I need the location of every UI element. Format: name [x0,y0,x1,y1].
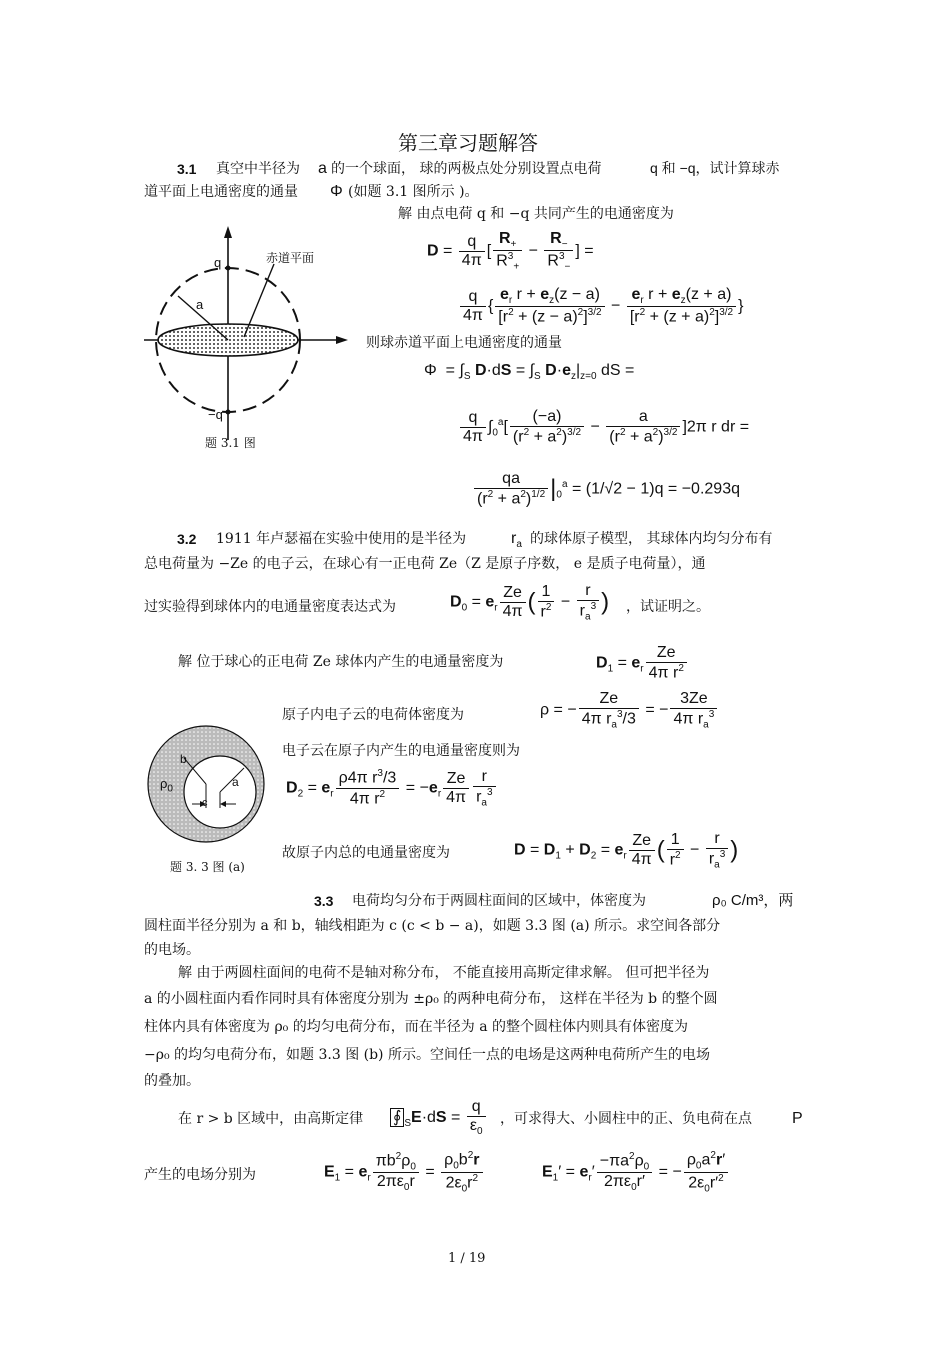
solution-line: 解 由于两圆柱面间的电荷不是轴对称分布， 不能直接用高斯定律求解。 但可把半径为 [178,965,710,981]
text-line: 总电荷量为 −Ze 的电子云，在球心有一正电荷 Ze（Z 是原子序数， e 是质子电荷量），通 [144,556,706,572]
label-rho0: $\rho_0$ [160,776,173,795]
equation-rho: ρ = − $\frac{Ze}{4\pi r_a^3/3}$ = − $\frac{3Ze}{4\pi r_a^3}$ [540,690,719,731]
equation-D-expanded: $\frac{q}{4\pi}$ { $\frac{e_r r + e_z(z - a)}{[r^2 + (z - a)^2]^{3/2}}$ − $\frac{e_r r + e_z(z + a)}{[r^2 + (z + a)^2]^{3/2}}$ } [458,286,743,327]
text-line: (如题 3.1 图所示 )。 [348,184,479,200]
text-line: −ρ₀ 的均匀电荷分布，如题 3.3 图 (b) 所示。空间任一点的电场是这两种电荷所产生的电场 [144,1047,710,1063]
point-P: P [792,1110,803,1127]
text-line: 1911 年卢瑟福在实验中使用的是半径为 [216,531,467,547]
label-equator-plane: 赤道平面 [266,251,315,265]
math-var: Φ [330,183,343,200]
text-line: 的球体原子模型， 其球体内均匀分布有 [530,531,773,547]
text-line: 故原子内总的电通量密度为 [282,845,450,861]
label-b: b [180,752,187,766]
text-line: q 和 −q，试计算球赤 [650,160,780,176]
figure-caption: 题 3. 3 图 (a) [170,860,245,874]
equation-D2: $D_2 = e_r$ $\frac{\rho 4\pi r^3/3}{4\pi r^2}$ = $-e_r$ $\frac{Ze}{4\pi}$ $\frac{r}{r_a^3}$ [286,768,498,809]
figure-3-1 [140,222,380,462]
label-q: q [214,255,222,270]
page-title: 第三章习题解答 [398,131,538,155]
math-var: $r_a$ [511,530,522,551]
equation-flux: $\Phi = \int_S$ $D\cdot dS = \int_S$ $D\cdot e_z|_{z=0}$ dS = [424,362,635,383]
flux-result: = (1/√2 − 1)q = −0.293q [571,480,740,498]
equation-gauss: ∮ $_S$E·dS = $\frac{q}{\varepsilon_0}$ [390,1098,488,1137]
text-line: 过实验得到球体内的电通量密度表达式为 [144,599,396,615]
figure-caption: 题 3.1 图 [205,436,256,450]
text-line: 电荷均匀分布于两圆柱面间的区域中，体密度为 [352,893,646,909]
solution-line: 解 由点电荷 q 和 −q 共同产生的电通密度为 [398,206,674,222]
problem-number: 3.3 [314,893,334,909]
text-line: 在 r > b 区域中，由高斯定律 [178,1111,364,1127]
text-line: 道平面上电通密度的通量 [144,184,298,200]
text-line: 产生的电场分别为 [144,1167,256,1183]
text-line: 柱体内具有体密度为 ρ₀ 的均匀电荷分布，而在半径为 a 的整个圆柱体内则具有体密度为 [144,1019,688,1035]
text-line: 的叠加。 [144,1073,200,1089]
text-line: 的电场。 [144,942,200,958]
text-line: 则球赤道平面上电通密度的通量 [366,335,562,351]
label-minus-q: −q [208,407,223,422]
equation-flux-integral: $\frac{q}{4\pi}$ $\int_0^a$[ $\frac{(-a)}{(r^2 + a^2)^{3/2}}$ − $\frac{a}{(r^2 + a^2)^{3/2}}$ ]2π r dr = [458,408,749,446]
text-line: ，试证明之。 [626,599,710,615]
label-c: c [202,797,208,809]
problem-number: 3.1 [177,161,197,177]
equation-D: D = $\frac{q}{4\pi}$ [ $\frac{R_+}{R^3_+}$ − $\frac{R_-}{R^3_-}$ ] = [427,230,594,273]
label-a: a [232,775,239,789]
equation-E1: $E_1 = e_r$ $\frac{\pi b^2\rho_0}{2\pi\varepsilon_0r}$ = $\frac{\rho_0b^2r}{2\varepsilon_0r^2}$ [324,1150,485,1194]
text-line: ，可求得大、小圆柱中的正、负电荷在点 [500,1111,752,1127]
equation-E1-prime: $E_1' = e_r'$ $\frac{-\pi a^2\rho_0}{2\pi\varepsilon_0r'}$ = − $\frac{\rho_0a^2r'}{2\varepsilon_0r'^2}$ [542,1150,730,1194]
solution-line: 解 位于球心的正电荷 Ze 球体内产生的电通量密度为 [178,654,504,670]
text-line: 原子内电子云的电荷体密度为 [282,707,464,723]
text-line: a 的小圆柱面内看作同时具有体密度分别为 ±ρ₀ 的两种电荷分布， 这样在半径为 b 的整个圆 [144,991,718,1007]
label-a: a [196,297,204,312]
problem-number: 3.2 [177,531,197,547]
text-line: 的一个球面， 球的两极点处分别设置点电荷 [331,161,602,177]
equation-D-total: $D = D_1 + D_2 = e_r$ $\frac{Ze}{4\pi}$ ( $\frac{1}{r^2}$ − $\frac{r}{r_a^3}$ ) [514,830,739,871]
text-line: ρ₀ C/m³，两 [712,892,794,909]
equation-flux-result: $\frac{qa}{(r^2 + a^2)^{1/2}}$ $|_0^a = (1/√2 - 1)q = -0.293q$ [472,470,740,508]
equation-D0: $D_0 = e_r$ $\frac{Ze}{4\pi}$ ( $\frac{1}{r^2}$ − $\frac{r}{r_a^3}$ ) [450,582,610,623]
math-var: a [318,160,327,177]
page-number: 1 / 19 [448,1251,486,1266]
text-line: 电子云在原子内产生的电通量密度则为 [282,743,520,759]
text-line: 真空中半径为 [216,161,300,177]
equation-D1: $D_1 = e_r$ $\frac{Ze}{4\pi r^2}$ [596,644,689,682]
text-line: 圆柱面半径分别为 a 和 b，轴线相距为 c (c < b − a)，如题 3.3 图 (a) 所示。求空间各部分 [144,918,721,934]
